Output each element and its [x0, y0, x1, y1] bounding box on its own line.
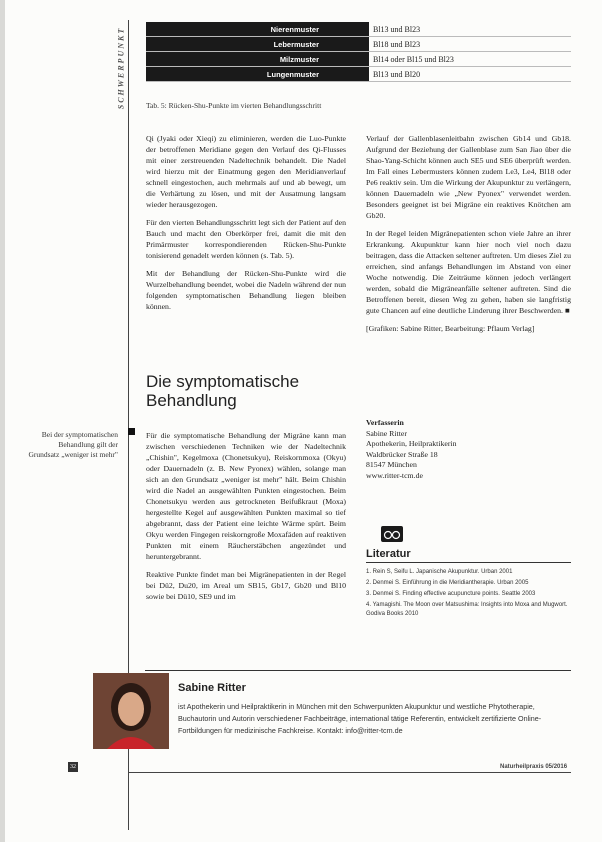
- scan-edge: [0, 0, 5, 842]
- table-key: Lebermuster: [146, 37, 369, 52]
- author-heading: Verfasserin: [366, 418, 404, 427]
- table-key: Milzmuster: [146, 52, 369, 67]
- table-value: Bl13 und Bl23: [369, 22, 571, 37]
- paragraph: Reaktive Punkte findet man bei Migränepatienten in der Regel bei Dü2, Du20, im Areal um SB15, Gb17, Gb20 und Bl10 sowie bei Dü10, SE9 und im: [146, 570, 346, 601]
- author-line[interactable]: www.ritter-tcm.de: [366, 470, 423, 480]
- journal-title: Naturheilpraxis 05/2016: [500, 764, 568, 770]
- paragraph: Verlauf der Gallenblasenleitbahn zwischen Gb14 und Gb18. Aufgrund der Beziehung der Gallenblase zum San Jiao über die Shao-Yang-Schicht können auch SE5 und SE6 überprüft werden. Im Fall eines Lebermusters können zudem Le3, Le4, Bl18 oder Pe6 reaktiv sein. Um die Wirkung der Akupunktur zu verlängern, können Dauernadeln wie „New Pyonex" verwendet werden. Besonders geeignet ist bei Migräne ein reaktives Knötchen am Gb20.: [366, 134, 571, 220]
- table-value: Bl13 und Bl20: [369, 67, 571, 82]
- right-column: [366, 133, 571, 341]
- table-key: Lungenmuster: [146, 67, 369, 82]
- paragraph: In der Regel leiden Migränepatienten schon viele Jahre an ihrer Erkrankung. Akupunktur kann hier noch viel noch dazu beitragen, dass die Attacken seltener auftreten. Um dieses Ziel zu erreichen, sind anfangs Behandlungen im Abstand von einer Woche notwendig. Die Zeiträume können jedoch verlängert werden, sobald die Migräneanfälle seltener auftreten. Sind die Betroffenen bereit, diesen Weg zu gehen, haben sie langfristig gute Chancen auf eine deutliche Linderung ihrer Beschwerden. ■: [366, 229, 571, 315]
- left-column: [146, 133, 346, 319]
- table-value: Bl18 und Bl23: [369, 37, 571, 52]
- bio-text: ist Apothekerin und Heilpraktikerin in München mit den Schwerpunkten Akupunktur und westliche Phytotherapie, Buchautorin und Autorin verschiedener Fachbeiträge, international tätige Referentin, entwickelt zertifizierte Online-Fortbildungen für medizinische Fachkreise. Kontakt: info@ritter-tcm.de: [178, 702, 542, 735]
- table-caption: Tab. 5: Rücken-Shu-Punkte im vierten Behandlungsschritt: [146, 101, 322, 110]
- shu-points-table: [146, 22, 571, 82]
- author-line: Apothekerin, Heilpraktikerin: [366, 439, 457, 448]
- table-row: [146, 67, 571, 82]
- paragraph: Für die symptomatische Behandlung der Migräne kann man zwischen verschiedenen Techniken wie der Nadeltechnik „Chishin", Kegelmoxa (Chonetsukyu), Reiskornmoxa (Okyu) oder Dauernadeln (z. B. New Pyonex) wählen, solange man sich an den Grundsatz „weniger ist mehr" hält. Beim Chishin wird die Nadel an ausgewählten Punkten eingestochen. Beim Chonetsukyu werden aus getrockneten Beifußkraut (Moxa) hergestellte Kegel auf ausgewählten Punkten maximal so tief abgebrannt, dass der Patient eine leichte Wärme spürt. Beim Okyu werden Fingegen reiskorngroße Moxafäden auf reaktiven Punkten mit einem Räucherstäbchen angezündet und heruntergebrannt.: [146, 431, 346, 561]
- literature-title: Literatur: [366, 548, 411, 560]
- paragraph: Mit der Behandlung der Rücken-Shu-Punkte wird die Wurzelbehandlung beendet, wobei die Nadeln während der nun folgenden symptomatischen Behandlung liegen bleiben können.: [146, 269, 346, 311]
- table-row: [146, 37, 571, 52]
- list-item: 3. Denmei S. Finding effective acupuncture points. Seattle 2003: [366, 591, 536, 597]
- heading-text: Die symptomatische Behandlung: [146, 372, 300, 410]
- paragraph: Qi (Jyaki oder Xieqi) zu eliminieren, werden die Luo-Punkte der betroffenen Meridiane gegen den Verlauf des Qi-Flusses mit einer zerstreuenden Nadeltechnik behandelt. Die Nadel wird hierzu mit der Einatmung gegen den Meridianverlauf schnell eingestochen, auch mehrmals auf und ab bewegt, um die Verhärtung zu lösen, und mit der Ausatmung langsam wieder herausgezogen.: [146, 134, 346, 209]
- bio-name: Sabine Ritter: [178, 682, 246, 694]
- author-photo: [93, 673, 169, 749]
- left-column-lower: [146, 430, 346, 609]
- footer-rule: [128, 772, 571, 773]
- list-item: 1. Rein S, Seifu L. Japanische Akupunktur. Urban 2001: [366, 569, 513, 575]
- page-number: 32: [70, 764, 76, 770]
- table-value: Bl14 oder Bl15 und Bl23: [369, 52, 571, 67]
- table-row: [146, 22, 571, 37]
- literature-list: [366, 568, 576, 621]
- author-line: Waldbrücker Straße 18: [366, 449, 438, 459]
- paragraph: Für den vierten Behandlungsschritt legt sich der Patient auf den Bauch und macht den Oberkörper frei, damit die mit den Primärmuster korrespondierenden Rücken-Shu-Punkte tonisierend genadelt werden können (s. Tab. 5).: [146, 218, 346, 260]
- section-heading: [146, 372, 346, 410]
- list-item: 4. Yamagishi. The Moon over Matsushima: Insights into Moxa and Mugwort. Godiva Books 2010: [366, 602, 568, 617]
- table-row: [146, 52, 571, 67]
- author-block: [366, 418, 571, 481]
- margin-marker: [128, 428, 135, 435]
- bio-rule: [145, 670, 571, 671]
- author-line: Sabine Ritter: [366, 428, 407, 438]
- margin-note: Bei der symptomatischen Behandlung gilt der Grundsatz „weniger ist mehr": [28, 430, 118, 459]
- table-key: Nierenmuster: [146, 22, 369, 37]
- list-item: 2. Denmei S. Einführung in die Meridiantherapie. Urban 2005: [366, 580, 529, 586]
- author-line: 81547 München: [366, 460, 417, 469]
- glasses-icon: [381, 526, 403, 542]
- literature-rule: [366, 562, 571, 563]
- section-label-text: SCHWERPUNKT: [116, 26, 126, 110]
- paragraph: [Grafiken: Sabine Ritter, Bearbeitung: Pflaum Verlag]: [366, 324, 535, 333]
